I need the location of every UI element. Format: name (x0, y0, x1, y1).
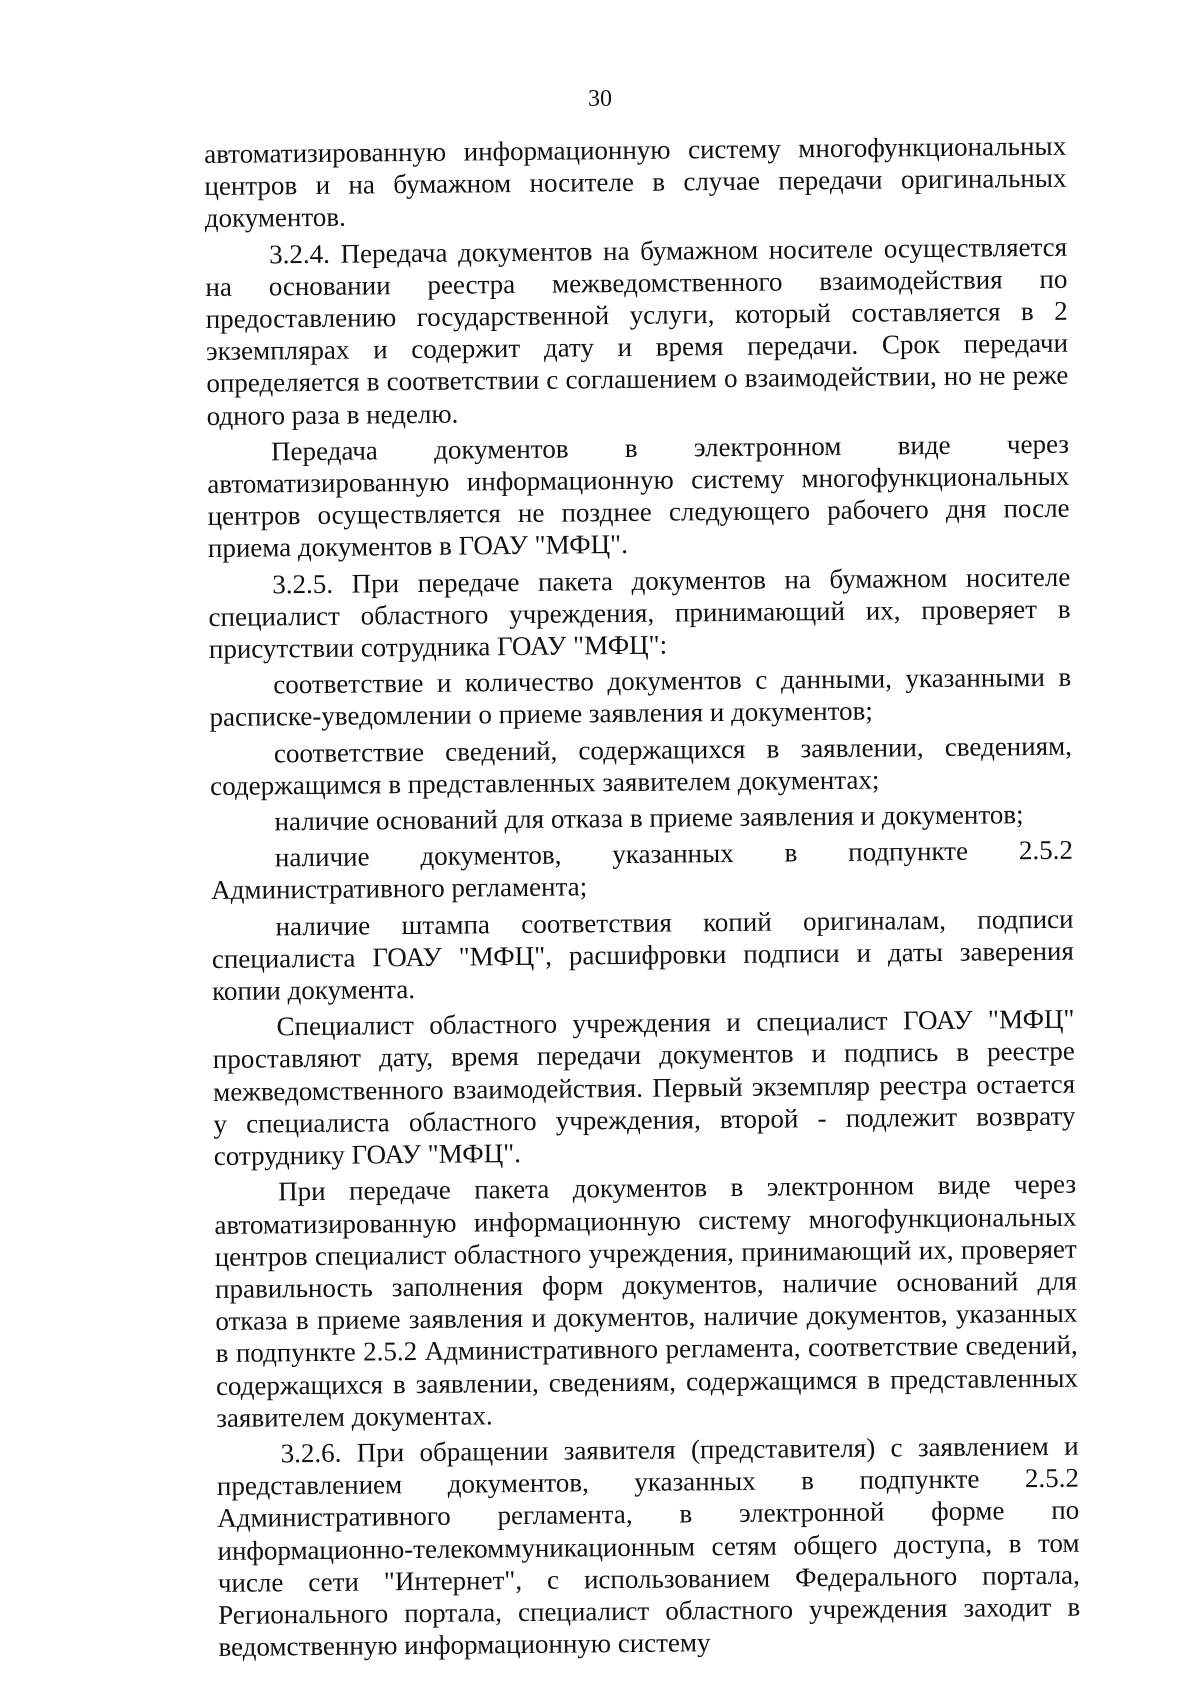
list-item-stamp-check: наличие штампа соответствия копий оригиналам, подписи специалиста ГОАУ "МФЦ", расшифровки подписи и даты заверения копии документа. (211, 903, 1074, 1007)
document-body (204, 130, 1081, 1668)
page-number: 30 (588, 86, 612, 112)
paragraph-registry-signing: Специалист областного учреждения и специалист ГОАУ "МФЦ" проставляют дату, время передачи документов и подпись в реестре межведомственного взаимодействия. Первый экземпляр реестра остается у специалиста областного учреждения, второй - подлежит возврату сотруднику ГОАУ "МФЦ". (212, 1003, 1076, 1172)
paragraph-electronic-transfer: Передача документов в электронном виде через автоматизированную информационную систему многофункциональных центров осуществляется не позднее следующего рабочего дня после приема документов в ГОАУ "МФЦ". (207, 428, 1070, 564)
list-item-information-check: соответствие сведений, содержащихся в заявлении, сведениям, содержащимся в представленных заявителем документах; (210, 730, 1073, 801)
paragraph-3-2-6: 3.2.6. При обращении заявителя (представителя) с заявлением и представлением документов, указанных в подпункте 2.5.2 Административного регламента, в электронной форме по информационно-телекоммуникационным сетям общего доступа, в том числе сети "Интернет", с использованием Федерального портала, Регионального портала, специалист областного учреждения заходит в ведомственную информационную систему (216, 1430, 1081, 1663)
list-item-quantity-check: соответствие и количество документов с данными, указанными в расписке-уведомлении о приеме заявления и документов; (209, 661, 1072, 733)
paragraph-continuation: автоматизированную информационную систему многофункциональных центров и на бумажном носителе в случае передачи оригинальных документов. (204, 130, 1067, 234)
paragraph-electronic-package: При передаче пакета документов в электронном виде через автоматизированную информационную систему многофункциональных центров специалист областного учреждения, принимающий их, проверяет правильность заполнения форм документов, наличие оснований для отказа в приеме заявления и документов, наличие документов, указанных в подпункте 2.5.2 Административного регламента, соответствие сведений, содержащихся в заявлении, сведениям, содержащимся в представленных заявителем документах. (214, 1168, 1079, 1433)
paragraph-3-2-5: 3.2.5. При передаче пакета документов на бумажном носителе специалист областного учреждения, принимающий их, проверяет в присутствии сотрудника ГОАУ "МФЦ": (208, 561, 1071, 665)
paragraph-3-2-4: 3.2.4. Передача документов на бумажном носителе осуществляется на основании реестра межведомственного взаимодействия по предоставлению государственной услуги, который составляется в 2 экземплярах и содержит дату и время передачи. Срок передачи определяется в соответствии с соглашением о взаимодействии, но не реже одного раза в неделю. (205, 231, 1069, 431)
list-item-documents-check: наличие документов, указанных в подпункте 2.5.2 Административного регламента; (211, 834, 1074, 906)
list-item-refusal-grounds: наличие оснований для отказа в приеме заявления и документов; (274, 799, 1024, 837)
